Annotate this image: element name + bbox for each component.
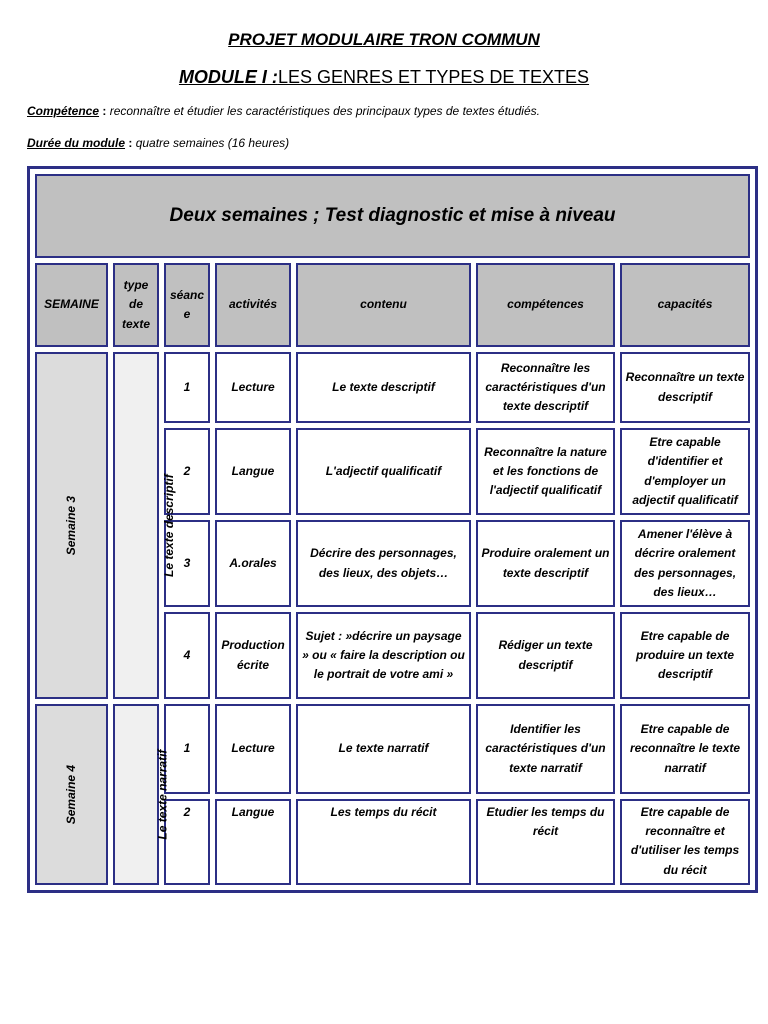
contenu-cell: Sujet : »décrire un paysage » ou « faire la description ou le portrait de votre ami » — [296, 612, 471, 699]
semaine-label: Semaine 3 — [63, 495, 78, 556]
header-contenu: contenu — [296, 263, 471, 347]
module-name: LES GENRES ET TYPES DE TEXTES — [277, 67, 590, 87]
capacite-cell: Amener l'élève à décrire oralement des personnages, des lieux… — [620, 520, 750, 607]
competence-cell: Produire oralement un texte descriptif — [476, 520, 615, 607]
banner-cell: Deux semaines ; Test diagnostic et mise à niveau — [35, 174, 750, 258]
competence-cell: Identifier les caractéristiques d'un texte narratif — [476, 704, 615, 794]
seance-cell: 3 — [164, 520, 210, 607]
activite-cell: A.orales — [215, 520, 291, 607]
contenu-cell: Les temps du récit — [296, 799, 471, 885]
contenu-cell: Le texte descriptif — [296, 352, 471, 423]
competence-cell: Reconnaître la nature et les fonctions de l'adjectif qualificatif — [476, 428, 615, 515]
header-type: type de texte — [113, 263, 159, 347]
semaine-cell — [35, 704, 108, 885]
competence-cell: Rédiger un texte descriptif — [476, 612, 615, 699]
capacite-cell: Etre capable de reconnaître le texte narratif — [620, 704, 750, 794]
module-title — [0, 67, 768, 88]
capacite-cell: Reconnaître un texte descriptif — [620, 352, 750, 423]
activite-cell: Langue — [215, 428, 291, 515]
table-row — [35, 704, 750, 794]
seance-cell: 2 — [164, 428, 210, 515]
contenu-cell: Le texte narratif — [296, 704, 471, 794]
contenu-cell: Décrire des personnages, des lieux, des objets… — [296, 520, 471, 607]
module-prefix: MODULE I : — [178, 67, 278, 87]
competence-line: Compétence : reconnaître et étudier les caractéristiques des principaux types de textes étudiés. — [27, 104, 540, 118]
competence-cell: Reconnaître les caractéristiques d'un texte descriptif — [476, 352, 615, 423]
header-semaine: SEMAINE — [35, 263, 108, 347]
seance-cell: 1 — [164, 704, 210, 794]
type-label: Le texte narratif — [155, 749, 170, 840]
header-competences: compétences — [476, 263, 615, 347]
competence-cell: Etudier les temps du récit — [476, 799, 615, 885]
header-activites: activités — [215, 263, 291, 347]
semaine-label: Semaine 4 — [63, 764, 78, 825]
type-cell — [113, 704, 170, 885]
header-seance: séanc e — [164, 263, 210, 347]
type-cell — [113, 352, 176, 699]
type-label: Le texte descriptif — [161, 474, 176, 577]
document-title: PROJET MODULAIRE TRON COMMUN — [228, 30, 540, 49]
table-row — [35, 352, 750, 423]
activite-cell: Langue — [215, 799, 291, 885]
seance-cell: 4 — [164, 612, 210, 699]
activite-cell: Lecture — [215, 704, 291, 794]
duree-value: quatre semaines (16 heures) — [132, 136, 290, 150]
activite-cell: Lecture — [215, 352, 291, 423]
capacite-cell: Etre capable de produire un texte descriptif — [620, 612, 750, 699]
semaine-cell — [35, 352, 108, 699]
competence-label: Compétence — [27, 104, 100, 118]
duree-label: Durée du module — [27, 136, 126, 150]
contenu-cell: L'adjectif qualificatif — [296, 428, 471, 515]
module-table — [27, 166, 758, 893]
competence-value: reconnaître et étudier les caractéristiques des principaux types de textes étudiés. — [106, 104, 540, 118]
seance-cell: 1 — [164, 352, 210, 423]
seance-cell: 2 — [164, 799, 210, 885]
capacite-cell: Etre capable d'identifier et d'employer un adjectif qualificatif — [620, 428, 750, 515]
capacite-cell: Etre capable de reconnaître et d'utiliser les temps du récit — [620, 799, 750, 885]
duree-line: Durée du module : quatre semaines (16 heures) — [27, 136, 290, 150]
header-capacites: capacités — [620, 263, 750, 347]
activite-cell: Production écrite — [215, 612, 291, 699]
